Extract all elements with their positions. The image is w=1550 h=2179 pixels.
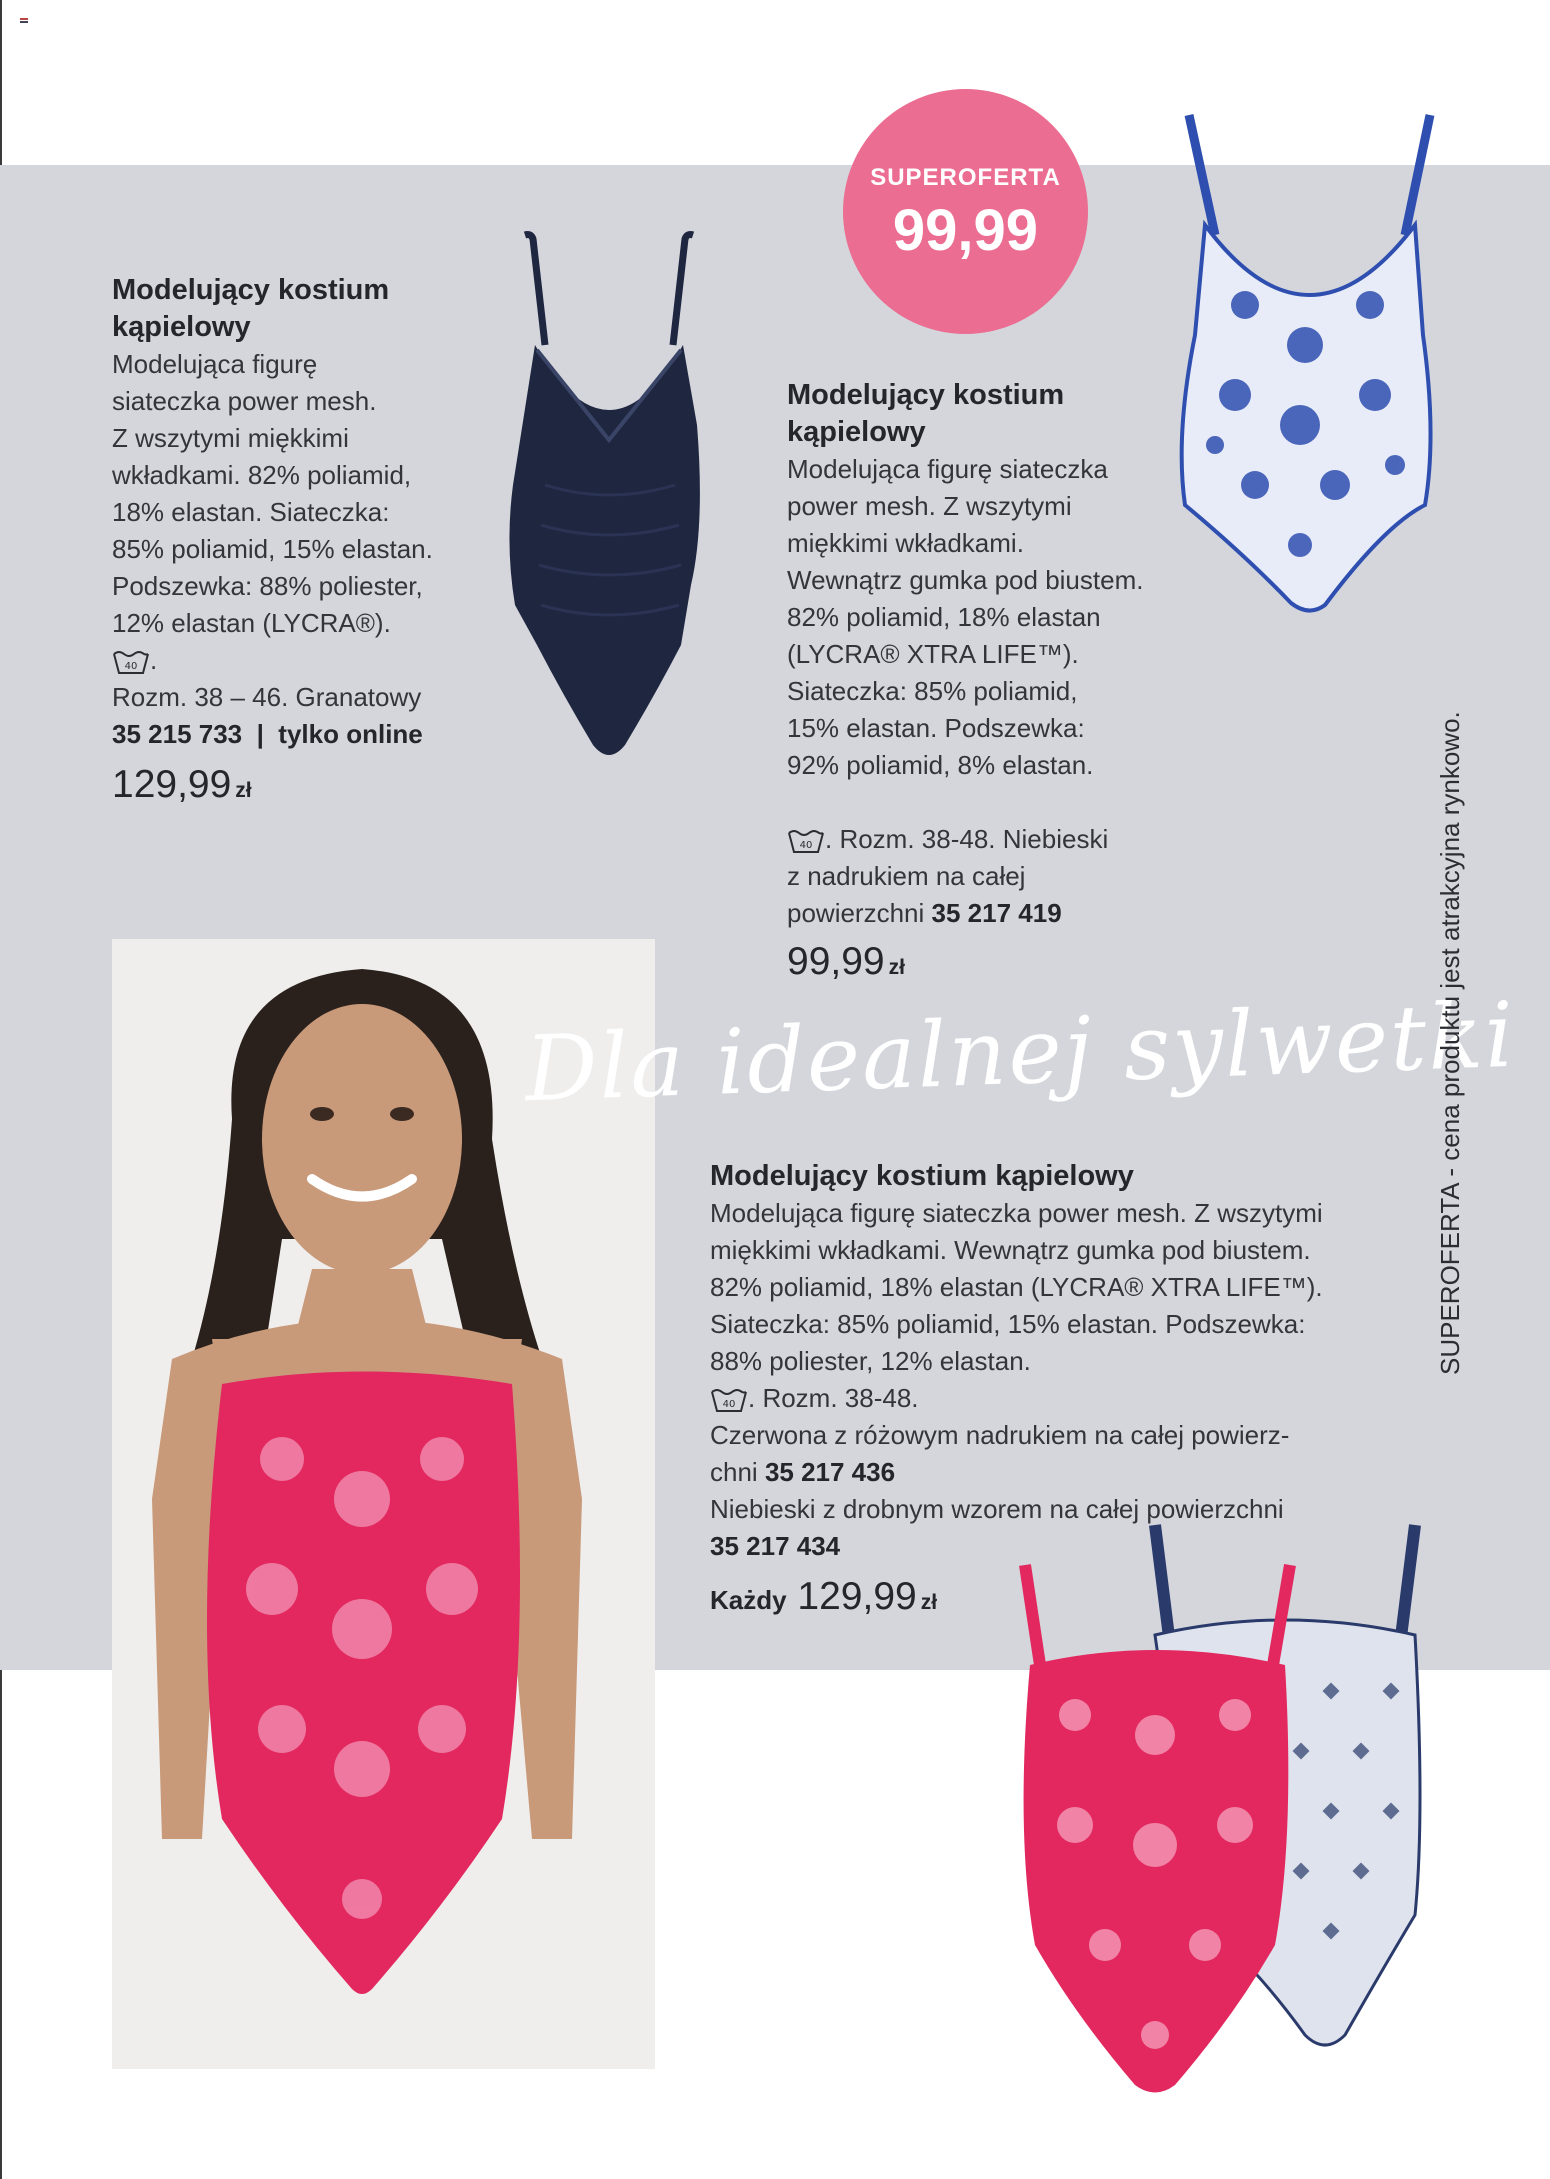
pink-and-patterned-swimsuits-image [1005, 1515, 1440, 2105]
wash-40-icon [112, 648, 150, 676]
svg-text:40: 40 [722, 1399, 736, 1411]
product-pink-variant2-code: 35 217 434 [710, 1531, 841, 1561]
product-blue-title: Modelujący kostium kąpielowy [787, 379, 1065, 448]
product-navy-size-color: Rozm. 38 – 46. Granatowy [112, 682, 422, 712]
product-blue-size-line: 40 . Rozm. 38-48. Niebieski [787, 784, 1207, 858]
navy-swimsuit-image [475, 225, 750, 770]
product-pink-description-line5: 88% poliester, 12% elastan. 40 . Rozm. 38-48. [710, 1346, 1031, 1413]
wash-40-icon [710, 1386, 748, 1414]
badge-label: SUPEROFERTA [870, 164, 1061, 191]
superoferta-badge [843, 89, 1088, 334]
product-pink-title: Modelujący kostium kąpielowy [710, 1160, 1134, 1192]
product-blue-description: Modelująca figurę siateczka power mesh. Z wszytymi miękkimi wkładkami. Wewnątrz gumka pod biustem. 82% poliamid, 18% elastan (LYCRA® XTRA LIFE™). Siateczka: 85% poliamid, 15% elastan. Podszewka: 92% poliamid, 8% elastan. [787, 454, 1144, 780]
product-blue-text [787, 377, 1207, 990]
product-pink-price: Każdy 129,99 zł [710, 1575, 938, 1618]
wash-40-icon [787, 827, 825, 855]
product-navy-code: 35 215 733 | tylko online [112, 719, 423, 749]
product-navy-description-end: 12% elastan (LYCRA®). 40 . [112, 608, 391, 675]
product-pink-description: Modelująca figurę siateczka power mesh. Z wszytymi miękkimi wkładkami. Wewnątrz gumka pod biustem. 82% poliamid, 18% elastan (LYCRA® XTRA LIFE™). Siateczka: 85% poliamid, 15% elastan. Podszewka: [710, 1198, 1323, 1339]
product-navy-text [112, 272, 482, 813]
product-pink-variant2: Niebieski z drobnym wzorem na całej powierzchni [710, 1494, 1284, 1524]
product-navy-price: 129,99 zł [112, 763, 252, 806]
product-blue-price: 99,99 zł [787, 940, 905, 983]
product-navy-title: Modelujący kostium kąpielowy [112, 274, 390, 343]
badge-price: 99,99 [892, 198, 1039, 263]
script-tagline: Dla idealnej sylwetki [523, 982, 1518, 1123]
product-blue-code: 35 217 419 [931, 898, 1062, 928]
product-pink-variant1: Czerwona z różowym nadrukiem na całej powierz- chni 35 217 436 [710, 1420, 1290, 1487]
product-blue-description-tail: z nadrukiem na całej powierzchni 35 217 419 [787, 861, 1062, 928]
product-navy-description: Modelująca figurę siateczka power mesh. Z wszytymi miękkimi wkładkami. 82% poliamid, 18% elastan. Siateczka: 85% poliamid, 15% elastan. Podszewka: 88% poliester, [112, 349, 433, 601]
product-pink-variant1-code: 35 217 436 [764, 1457, 896, 1487]
superoferta-note: SUPEROFERTA - cena produktu jest atrakcyjna rynkowo. [1435, 711, 1465, 1375]
svg-text:40: 40 [799, 840, 813, 852]
svg-text:40: 40 [124, 661, 138, 673]
price-prefix: Każdy [710, 1585, 787, 1615]
corner-mark-icon [20, 18, 28, 24]
blue-swimsuit-image [1175, 105, 1445, 625]
